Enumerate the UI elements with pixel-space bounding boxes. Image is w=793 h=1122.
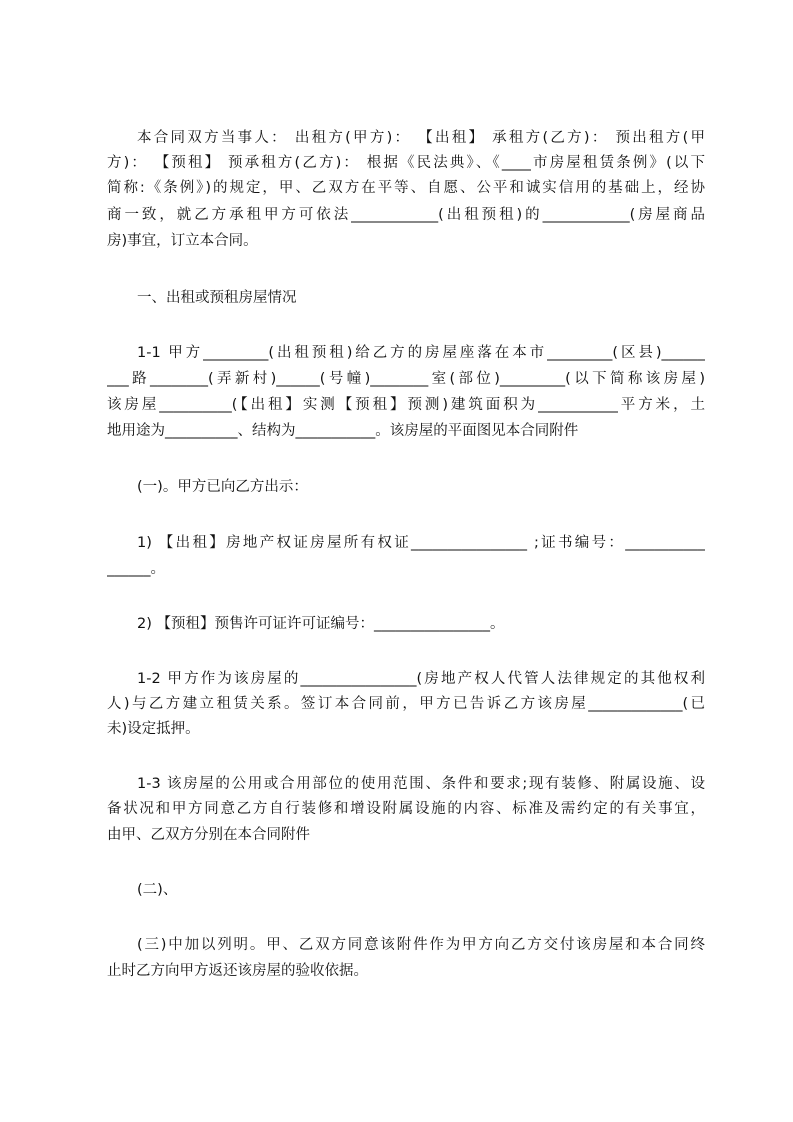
text-line: 人)与乙方建立租赁关系。签订本合同前，甲方已告诉乙方该房屋_____________(已 [107, 696, 705, 712]
text-line: (三)中加以列明。甲、乙双方同意该附件作为甲方向乙方交付该房屋和本合同终 [137, 937, 705, 953]
text-line: (二)、 [137, 882, 178, 898]
text-line: ______。 [107, 561, 165, 577]
text-line: ___路________(弄新村)______(号幢)________室(部位)_________(以下简称该房屋) [107, 371, 705, 387]
text-line: 地用途为__________、结构为___________。该房屋的平面图见本合同附件 [107, 423, 579, 439]
text-line: 止时乙方向甲方返还该房屋的验收依据。 [107, 963, 368, 979]
text-line: 方)： 【预租】 预承租方(乙方)： 根据《民法典》、《____市房屋租赁条例》(以下 [107, 155, 705, 171]
text-line: 一、出租或预租房屋情况 [137, 290, 297, 306]
text-line: 本合同双方当事人： 出租方(甲方)： 【出租】 承租方(乙方)： 预出租方(甲 [137, 130, 705, 146]
text-line: 备状况和甲方同意乙方自行装修和增设附属设施的内容、标准及需约定的有关事宜， [107, 801, 705, 817]
text-line: 房)事宜，订立本合同。 [107, 233, 258, 249]
text-line: 1-1 甲方_________(出租预租)给乙方的房屋座落在本市_________(区县)______ [137, 345, 705, 361]
text-line: 1) 【出租】房地产权证房屋所有权证________________ ;证书编号：___________ [137, 535, 705, 551]
text-line: 未)设定抵押。 [107, 721, 200, 737]
text-line: 商一致，就乙方承租甲方可依法____________(出租预租)的____________(房屋商品 [107, 207, 705, 223]
text-line: 简称:《条例》)的规定，甲、乙双方在平等、自愿、公平和诚实信用的基础上，经协 [107, 180, 705, 196]
text-line: 1-2 甲方作为该房屋的________________(房地产权人代管人法律规定的其他权利 [137, 671, 705, 687]
text-line: (一)。甲方已向乙方出示： [137, 479, 308, 495]
text-line: 该房屋__________(【出租】实测【预租】预测)建筑面积为___________平方米，土 [107, 397, 705, 413]
text-line: 2) 【预租】预售许可证许可证编号：________________。 [137, 616, 505, 632]
text-line: 1-3 该房屋的公用或合用部位的使用范围、条件和要求;现有装修、附属设施、设 [137, 776, 705, 792]
text-line: 由甲、乙双方分别在本合同附件 [107, 827, 310, 843]
